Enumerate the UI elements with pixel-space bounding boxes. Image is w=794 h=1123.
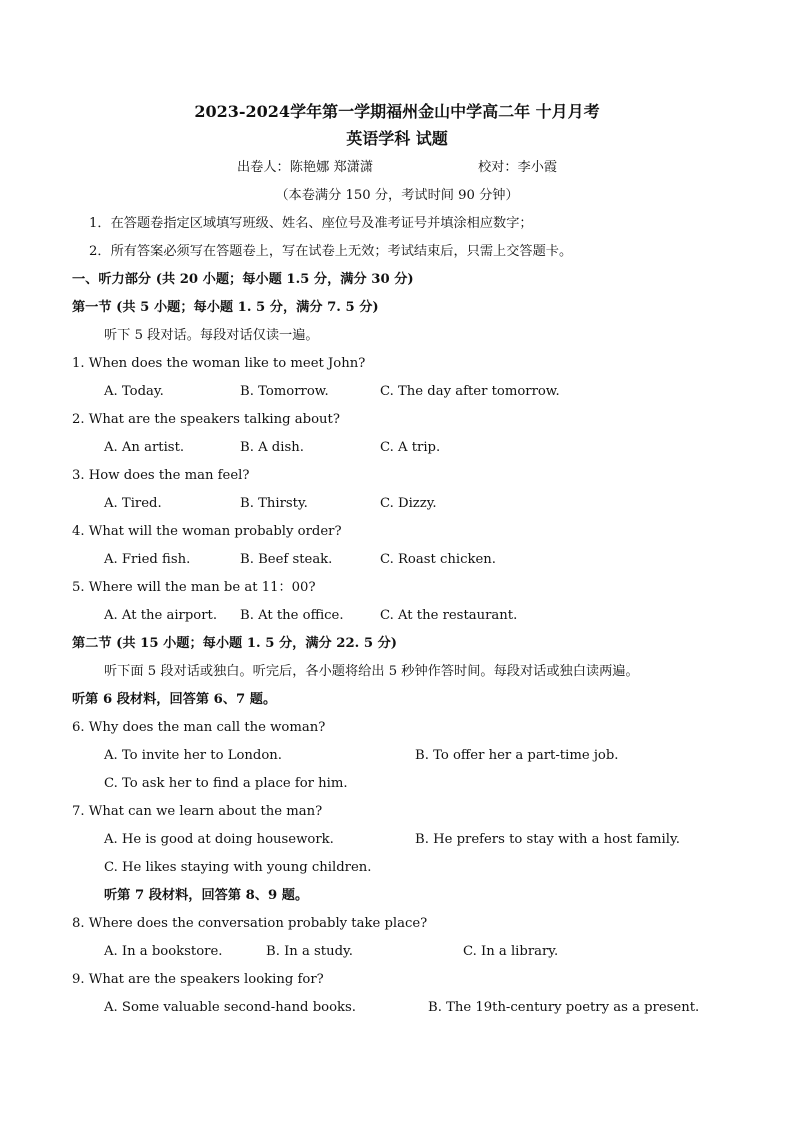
instruction-1: 1．在答题卷指定区域填写班级、姓名、座位号及准考证号并填涂相应数字； <box>89 216 533 231</box>
section2-heading: 第二节 (共 15 小题；每小题 1. 5 分，满分 22. 5 分) <box>72 636 398 651</box>
question-7: 7. What can we learn about the man? <box>72 804 323 819</box>
section1-heading: 第一节 (共 5 小题；每小题 1. 5 分，满分 7. 5 分) <box>72 300 379 315</box>
q6-option-b: B. To offer her a part-time job. <box>415 748 619 763</box>
instruction-2: 2．所有答案必须写在答题卷上，写在试卷上无效；考试结束后，只需上交答题卡。 <box>89 244 573 259</box>
question-1: 1. When does the woman like to meet John? <box>72 356 366 371</box>
q5-option-b: B. At the office. <box>240 608 344 623</box>
q7-option-a: A. He is good at doing housework. <box>104 832 334 847</box>
part1-heading: 一、听力部分 (共 20 小题；每小题 1.5 分，满分 30 分) <box>72 272 414 287</box>
question-2: 2. What are the speakers talking about? <box>72 412 340 427</box>
q2-option-b: B. A dish. <box>240 440 304 455</box>
q9-option-a: A. Some valuable second-hand books. <box>104 1000 356 1015</box>
question-6: 6. Why does the man call the woman? <box>72 720 326 735</box>
material-7-heading: 听第 7 段材料，回答第 8、9 题。 <box>104 888 309 903</box>
q4-option-a: A. Fried fish. <box>104 552 191 567</box>
section2-direction: 听下面 5 段对话或独白。听完后，各小题将给出 5 秒钟作答时间。每段对话或独白读两遍。 <box>104 664 639 679</box>
q6-option-c: C. To ask her to find a place for him. <box>104 776 348 791</box>
q4-option-c: C. Roast chicken. <box>380 552 496 567</box>
q1-option-b: B. Tomorrow. <box>240 384 329 399</box>
q4-option-b: B. Beef steak. <box>240 552 333 567</box>
q1-option-a: A. Today. <box>104 384 164 399</box>
question-8: 8. Where does the conversation probably take place? <box>72 916 428 931</box>
q1-option-c: C. The day after tomorrow. <box>380 384 560 399</box>
material-6-heading: 听第 6 段材料，回答第 6、7 题。 <box>72 692 277 707</box>
q5-option-a: A. At the airport. <box>104 608 218 623</box>
question-5: 5. Where will the man be at 11：00? <box>72 580 316 595</box>
question-9: 9. What are the speakers looking for? <box>72 972 324 987</box>
question-4: 4. What will the woman probably order? <box>72 524 342 539</box>
question-3: 3. How does the man feel? <box>72 468 250 483</box>
section1-direction: 听下 5 段对话。每段对话仅读一遍。 <box>104 328 319 343</box>
q7-option-b: B. He prefers to stay with a host family. <box>415 832 680 847</box>
q3-option-a: A. Tired. <box>104 496 162 511</box>
q8-option-a: A. In a bookstore. <box>104 944 223 959</box>
exam-title: 2023-2024学年第一学期福州金山中学高二年 十月月考 <box>194 102 600 121</box>
q6-option-a: A. To invite her to London. <box>104 748 282 763</box>
q8-option-c: C. In a library. <box>463 944 559 959</box>
exam-info: （本卷满分 150 分，考试时间 90 分钟） <box>275 188 519 203</box>
q3-option-b: B. Thirsty. <box>240 496 308 511</box>
q8-option-b: B. In a study. <box>266 944 353 959</box>
proofreader-line: 校对：李小霞 <box>478 160 558 175</box>
q7-option-c: C. He likes staying with young children. <box>104 860 372 875</box>
q5-option-c: C. At the restaurant. <box>380 608 518 623</box>
exam-subtitle: 英语学科 试题 <box>346 129 448 148</box>
q3-option-c: C. Dizzy. <box>380 496 437 511</box>
authors-line: 出卷人：陈艳娜 郑潇潇 <box>237 160 374 175</box>
q2-option-c: C. A trip. <box>380 440 441 455</box>
q2-option-a: A. An artist. <box>104 440 185 455</box>
q9-option-b: B. The 19th-century poetry as a present. <box>428 1000 700 1015</box>
